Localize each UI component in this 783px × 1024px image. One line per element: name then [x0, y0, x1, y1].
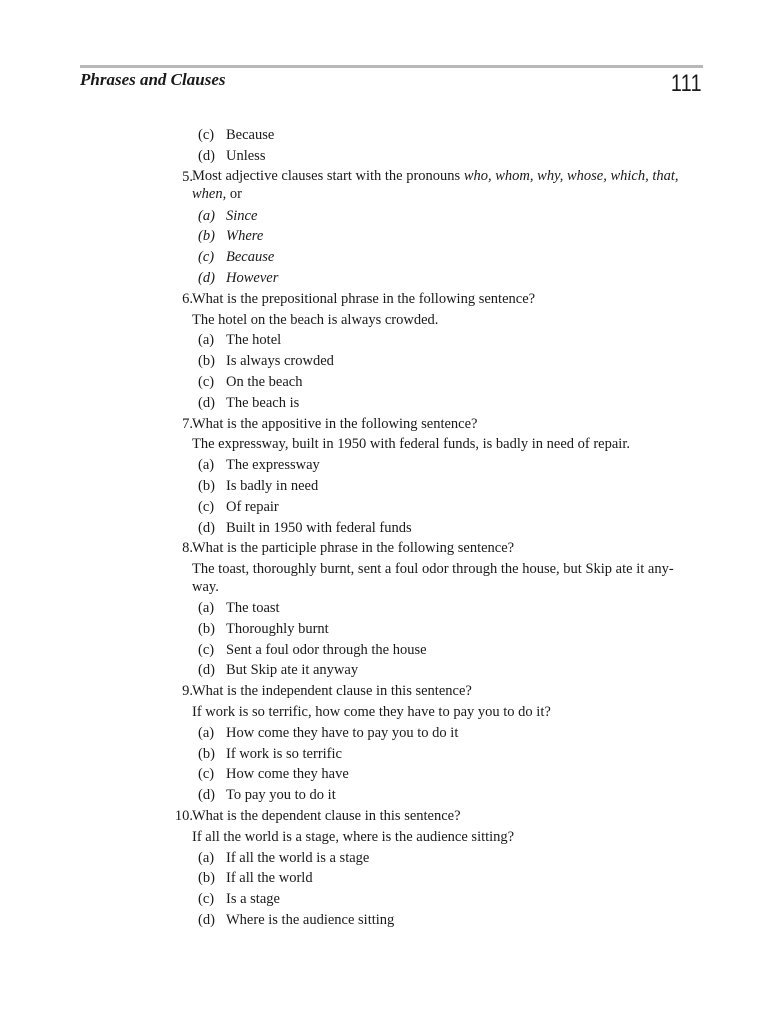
question-6	[0, 289, 783, 310]
option-item: (c) On the beach	[198, 373, 303, 390]
option-item: (a) The expressway	[198, 457, 320, 474]
option-item: (c) Because	[198, 127, 275, 143]
option-item: (b) Is badly in need	[198, 477, 319, 494]
question-10	[0, 806, 783, 827]
question-number: 10.	[174, 807, 193, 824]
question-7	[0, 414, 783, 435]
question-number: 9.	[182, 683, 193, 700]
question-sentence-continued: way.	[192, 579, 219, 596]
running-header-title: Phrases and Clauses	[80, 70, 226, 89]
option-item: (b) Thoroughly burnt	[198, 620, 329, 637]
option-item: (c) Sent a foul odor through the house	[198, 641, 427, 658]
question-text: What is the appositive in the following sentence?	[192, 415, 478, 432]
question-text: What is the independent clause in this sentence?	[192, 683, 472, 700]
option-item: (c) Is a stage	[198, 891, 280, 908]
question-sentence: If work is so terrific, how come they have to pay you to do it?	[192, 703, 551, 720]
option-item: (a) If all the world is a stage	[198, 849, 370, 866]
option-item: (c) How come they have	[198, 766, 349, 783]
question-8	[0, 538, 783, 559]
question-9	[0, 681, 783, 702]
option-item: (b) Where	[198, 228, 264, 245]
option-item: (d) Where is the audience sitting	[198, 911, 395, 928]
question-sentence: The expressway, built in 1950 with federal funds, is badly in need of repair.	[192, 436, 630, 453]
option-item: (d) To pay you to do it	[198, 787, 336, 804]
question-sentence: If all the world is a stage, where is the audience sitting?	[192, 828, 515, 845]
question-sentence: The toast, thoroughly burnt, sent a foul odor through the house, but Skip ate it any-	[192, 561, 674, 578]
question-text: Most adjective clauses start with the pronouns who, whom, why, whose, which, that, when, or	[192, 167, 679, 202]
option-item: (c) Of repair	[198, 498, 279, 515]
option-item: (b) If work is so terrific	[198, 745, 342, 762]
option-item: (d) However	[198, 269, 279, 286]
page-number: 111	[670, 70, 702, 97]
option-item: (c) Because	[198, 249, 275, 266]
question-text: What is the participle phrase in the following sentence?	[192, 540, 515, 557]
question-5	[0, 167, 783, 206]
header-rule	[80, 65, 703, 68]
question-text: What is the prepositional phrase in the following sentence?	[192, 290, 536, 307]
question-text: What is the dependent clause in this sentence?	[192, 807, 461, 824]
option-item: (a) The toast	[198, 599, 280, 616]
question-number: 8.	[182, 540, 193, 557]
option-item: (b) Is always crowded	[198, 353, 334, 370]
option-item: (d) The beach is	[198, 394, 300, 411]
option-item: (a) The hotel	[198, 332, 282, 349]
option-item: (d) But Skip ate it anyway	[198, 662, 359, 679]
option-item: (d) Built in 1950 with federal funds	[198, 519, 412, 536]
question-list	[0, 125, 783, 931]
question-sentence: The hotel on the beach is always crowded.	[192, 311, 439, 328]
option-item: (a) How come they have to pay you to do it	[198, 724, 459, 741]
option-item: (d) Unless	[198, 147, 266, 164]
option-item: (a) Since	[198, 207, 258, 224]
question-number: 5.	[182, 168, 193, 185]
question-number: 7.	[182, 415, 193, 432]
question-number: 6.	[182, 290, 193, 307]
option-item: (b) If all the world	[198, 870, 313, 887]
